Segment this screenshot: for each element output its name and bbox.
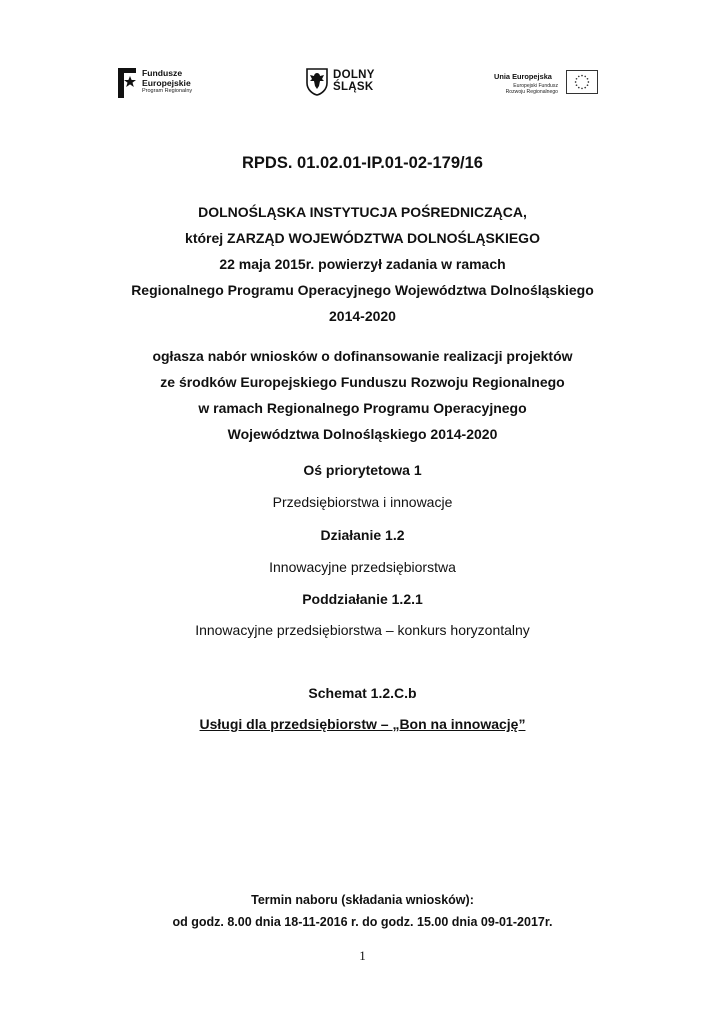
unia-europejska-logo <box>494 70 606 100</box>
intro-line: DOLNOŚLĄSKA INSTYTUCJA POŚREDNICZĄCA, <box>198 204 527 220</box>
fundusze-europejskie-name: Fundusze Europejskie <box>142 68 191 88</box>
announce-line: w ramach Regionalnego Programu Operacyjnego <box>198 400 527 416</box>
program-regionalny-text: Program Regionalny <box>142 88 193 94</box>
measure-name: Innowacyjne przedsiębiorstwa <box>269 559 456 575</box>
announce-line: Województwa Dolnośląskiego 2014-2020 <box>227 426 498 442</box>
dolny-slask-logo <box>306 68 386 98</box>
measure-label: Działanie 1.2 <box>320 527 405 543</box>
intro-line: Regionalnego Programu Operacyjnego Województwa Dolnośląskiego <box>131 282 594 298</box>
institution-intro <box>0 199 725 329</box>
intro-line: 22 maja 2015r. powierzył zadania w ramach <box>219 256 506 272</box>
scheme-name: Usługi dla przedsiębiorstw – „Bon na innowację” <box>199 716 526 732</box>
eu-flag-icon <box>566 70 598 94</box>
scheme-label: Schemat 1.2.C.b <box>308 685 417 701</box>
intro-line: której ZARZĄD WOJEWÓDZTWA DOLNOŚLĄSKIEGO <box>185 230 540 246</box>
unia-europejska-title: Unia Europejska <box>494 72 552 81</box>
submeasure-label: Poddziałanie 1.2.1 <box>302 591 423 607</box>
call-announcement <box>0 343 725 447</box>
dolny-slask-name: DOLNY ŚLĄSK <box>333 69 375 93</box>
fundusze-europejskie-star-icon <box>118 66 138 98</box>
document-reference: RPDS. 01.02.01-IP.01-02-179/16 <box>242 154 483 172</box>
priority-axis-name: Przedsiębiorstwa i innowacje <box>272 494 453 510</box>
page-number: 1 <box>359 948 366 963</box>
intro-line: 2014-2020 <box>329 308 396 324</box>
deadline-label: Termin naboru (składania wniosków): <box>251 893 474 907</box>
dolny-slask-eagle-crest-icon <box>306 68 328 96</box>
deadline-value: od godz. 8.00 dnia 18-11-2016 r. do godz. 15.00 dnia 09-01-2017r. <box>172 915 553 929</box>
efrr-text: Europejski Fundusz Rozwoju Regionalnego <box>505 83 558 96</box>
submeasure-name: Innowacyjne przedsiębiorstwa – konkurs horyzontalny <box>195 622 530 638</box>
priority-axis-label: Oś priorytetowa 1 <box>303 462 422 478</box>
fundusze-europejskie-logo <box>118 66 208 100</box>
announce-line: ze środków Europejskiego Funduszu Rozwoju Regionalnego <box>160 374 565 390</box>
announce-line: ogłasza nabór wniosków o dofinansowanie realizacji projektów <box>152 348 573 364</box>
